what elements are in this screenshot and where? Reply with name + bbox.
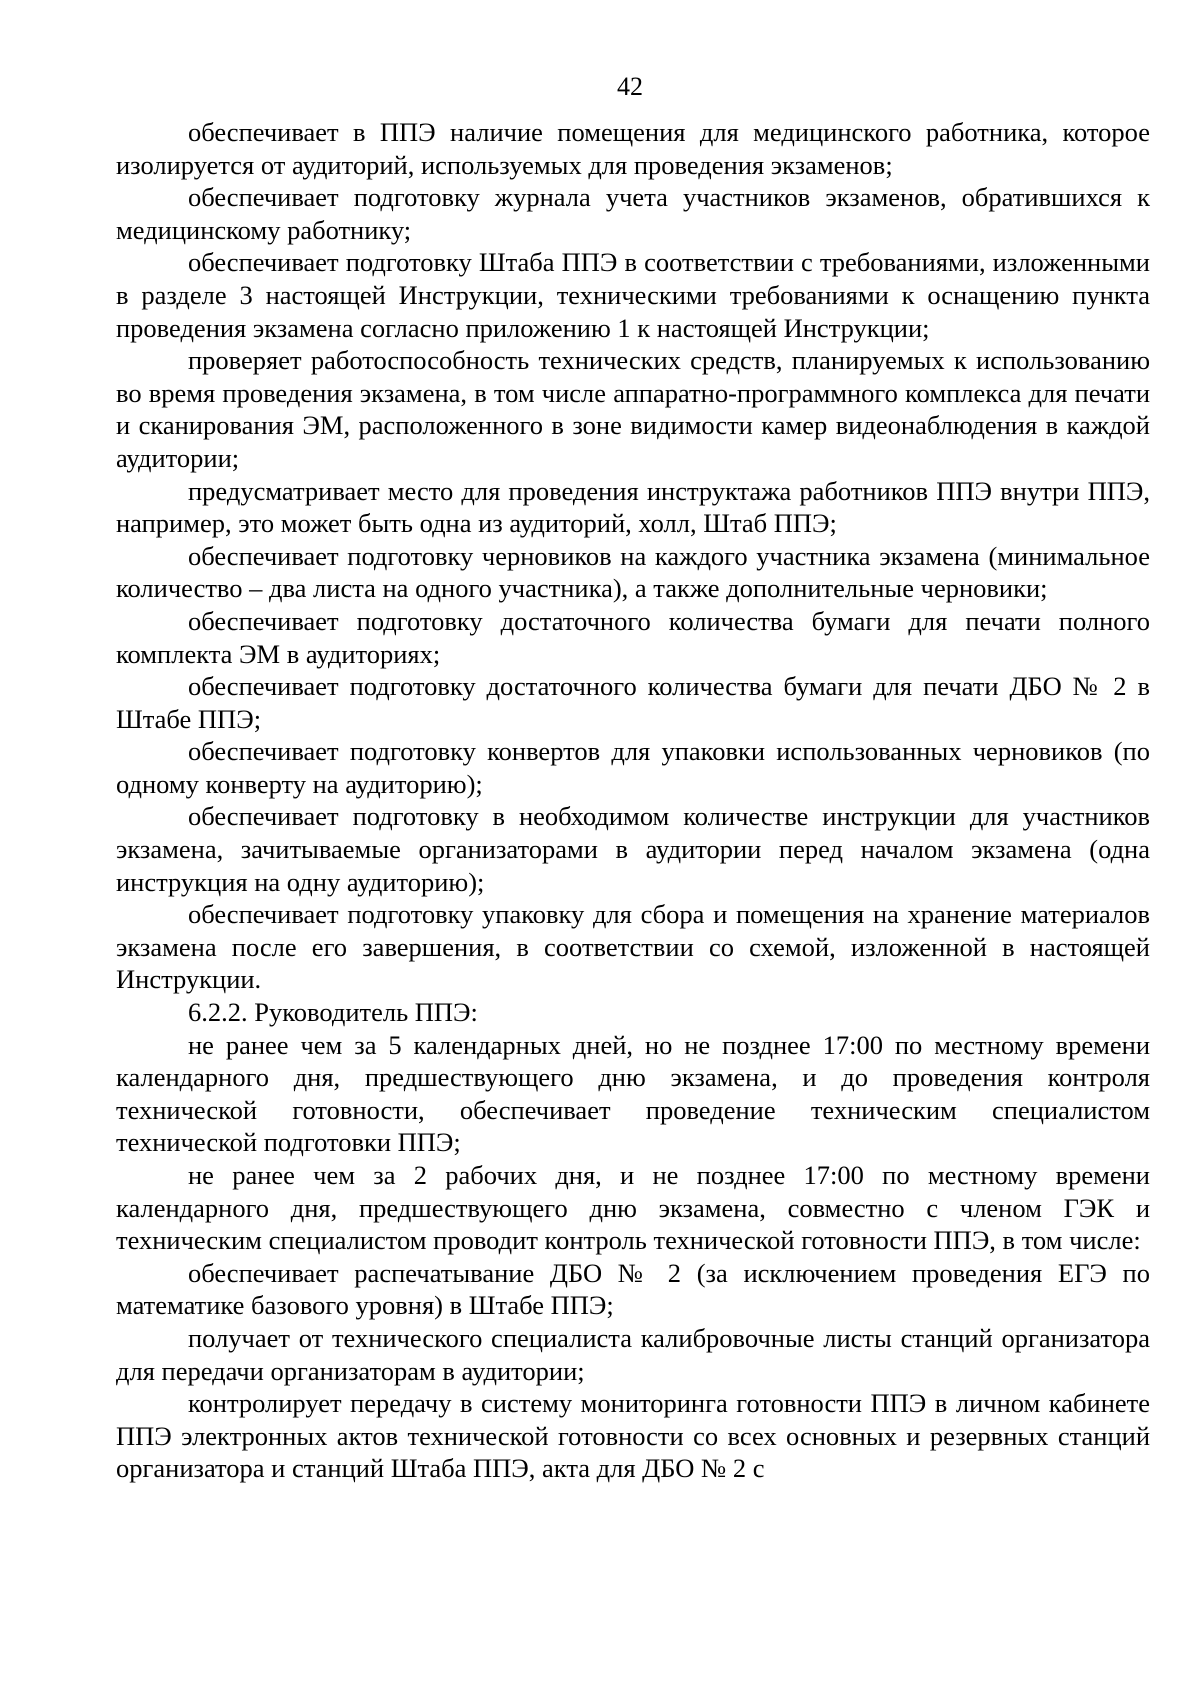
paragraph: обеспечивает распечатывание ДБО № 2 (за исключением проведения ЕГЭ по математике базового уровня) в Штабе ППЭ; [116, 1257, 1150, 1321]
paragraph: проверяет работоспособность технических средств, планируемых к использованию во время проведения экзамена, в том числе аппаратно-программного комплекса для печати и сканирования ЭМ, расположенного в зоне видимости камер видеонаблюдения в каждой аудитории; [116, 345, 1150, 473]
page-number: 42 [617, 72, 643, 101]
section-heading: 6.2.2. Руководитель ППЭ: [188, 997, 478, 1028]
paragraph: не ранее чем за 5 календарных дней, но не позднее 17:00 по местному времени календарного дня, предшествующего дню экзамена, и до проведения контроля технической готовности, обеспечивает проведение техническим специалистом технической подготовки ППЭ; [116, 1029, 1150, 1158]
paragraph: обеспечивает подготовку конвертов для упаковки использованных черновиков (по одному конверту на аудиторию); [116, 736, 1150, 799]
paragraph: обеспечивает подготовку журнала учета участников экзаменов, обратившихся к медицинскому работнику; [116, 182, 1150, 245]
paragraph: получает от технического специалиста калибровочные листы станций организатора для передачи организаторам в аудитории; [116, 1322, 1150, 1386]
paragraph: обеспечивает подготовку достаточного количества бумаги для печати ДБО № 2 в Штабе ППЭ; [116, 671, 1150, 734]
paragraph: не ранее чем за 2 рабочих дня, и не позднее 17:00 по местному времени календарного дня, предшествующего дню экзамена, совместно с членом ГЭК и техническим специалистом проводит контроль технической готовности ППЭ, в том числе: [116, 1160, 1150, 1256]
paragraph: обеспечивает в ППЭ наличие помещения для медицинского работника, которое изолируется от аудиторий, используемых для проведения экзаменов; [116, 117, 1150, 180]
paragraph: обеспечивает подготовку достаточного количества бумаги для печати полного комплекта ЭМ в аудиториях; [116, 605, 1150, 669]
document-body [116, 116, 1150, 1485]
paragraph: обеспечивает подготовку упаковку для сбора и помещения на хранение материалов экзамена после его завершения, в соответствии со схемой, изложенной в настоящей Инструкции. [116, 899, 1150, 995]
paragraph: обеспечивает подготовку в необходимом количестве инструкции для участников экзамена, зачитываемые организаторами в аудитории перед началом экзамена (одна инструкция на одну аудиторию); [116, 801, 1150, 897]
paragraph: обеспечивает подготовку черновиков на каждого участника экзамена (минимальное количество – два листа на одного участника), а также дополнительные черновики; [116, 540, 1150, 604]
paragraph: предусматривает место для проведения инструктажа работников ППЭ внутри ППЭ, например, это может быть одна из аудиторий, холл, Штаб ППЭ; [116, 475, 1150, 539]
paragraph: обеспечивает подготовку Штаба ППЭ в соответствии с требованиями, изложенными в разделе 3 настоящей Инструкции, техническими требованиями к оснащению пункта проведения экзамена согласно приложению 1 к настоящей Инструкции; [116, 247, 1150, 343]
paragraph: контролирует передачу в систему мониторинга готовности ППЭ в личном кабинете ППЭ электронных актов технической готовности со всех основных и резервных станций организатора и станций Штаба ППЭ, акта для ДБО № 2 с [116, 1388, 1150, 1484]
